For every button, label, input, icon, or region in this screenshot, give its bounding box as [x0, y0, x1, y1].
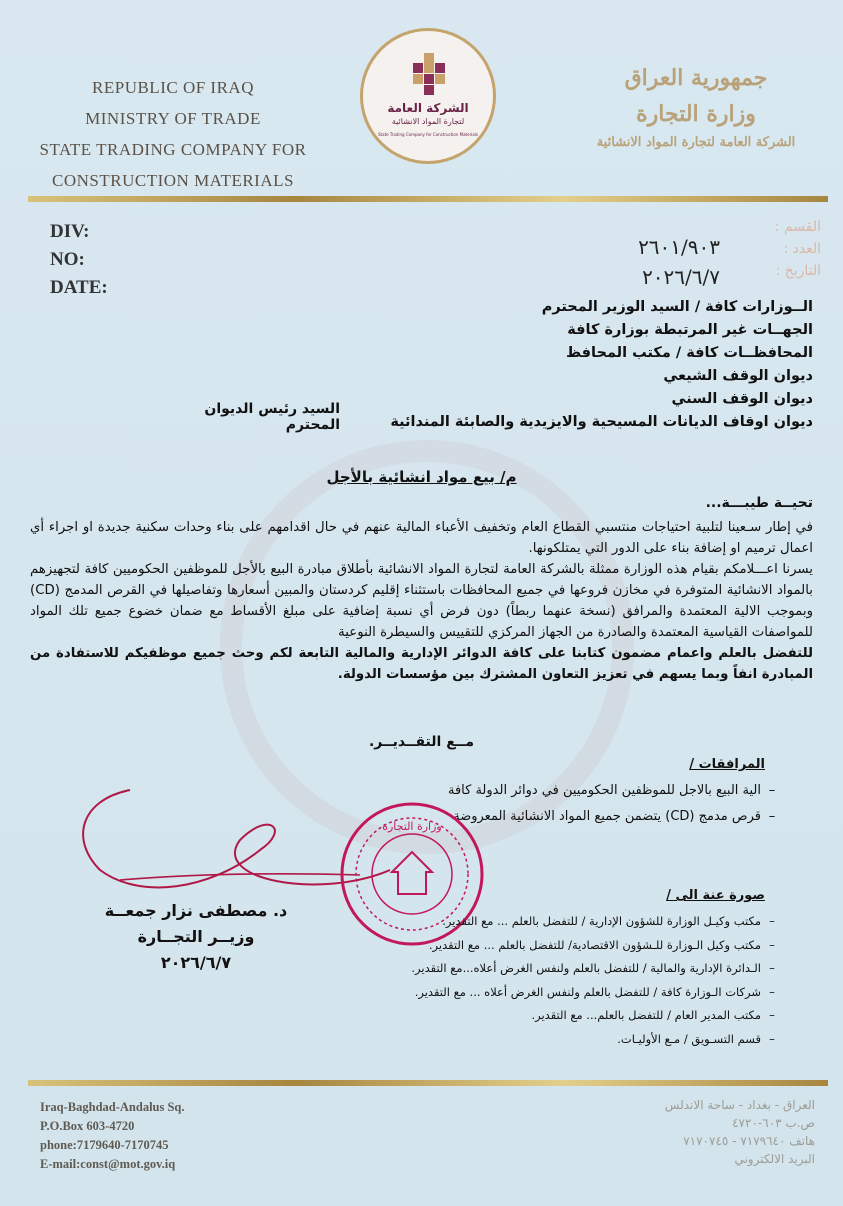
copies-title: صورة عنة الى /: [666, 888, 765, 903]
greeting: تحيــة طيبـــة...: [705, 495, 813, 511]
addressee-line: الــوزارات كافة / السيد الوزير المحترم: [541, 299, 813, 315]
letter-date: ٢٠٢٦/٦/٧: [642, 265, 720, 289]
footer-line: البريد الالكتروني: [734, 1152, 815, 1166]
subject-text: م/ بيع مواد انشائية بالأجل: [326, 468, 517, 486]
list-item: –شركات الـوزارة كافة / للتفضل بالعلم ولنفس الغرض أعلاه ... مع التقدير.: [414, 984, 775, 999]
copy-text: مكتب وكيل الـوزارة للـشؤون الاقتصادية/ للتفضل بالعلم ... مع التقدير.: [428, 937, 761, 952]
company-logo: [360, 28, 496, 164]
footer-line: هاتف ٧١٧٩٦٤٠ - ٧١٧٠٧٤٥: [683, 1134, 815, 1148]
subject-line: [0, 468, 843, 486]
no-label: NO:: [50, 249, 85, 270]
attachment-text: الية البيع بالاجل للموظفين الحكوميين في دوائر الدولة كافة: [448, 783, 761, 798]
stamp-text: وزارة التجارة: [382, 820, 442, 833]
header-english: [28, 72, 318, 196]
ref-ar-label: التاريخ :: [775, 263, 821, 279]
header-divider: [28, 196, 828, 202]
header-en-line: MINISTRY OF TRADE: [85, 109, 261, 128]
copy-text: مكتب المدير العام / للتفضل بالعلم... مع التقدير.: [531, 1008, 761, 1022]
addressee-line: ديوان اوقاف الديانات المسيحية والايزيدية والصابئة المندائية: [390, 414, 813, 430]
footer-line: P.O.Box 603-4720: [40, 1119, 135, 1133]
addressee-line: الجهــات غير المرتبطة بوزارة كافة: [567, 322, 813, 338]
footer-divider: [28, 1080, 828, 1086]
logo-subtitle: لتجارة المواد الانشائية: [391, 117, 465, 126]
letter-number: ٢٦٠١/٩٠٣: [638, 235, 720, 259]
signatory-date: ٢٠٢٦/٦/٧: [160, 953, 232, 972]
footer-arabic: [615, 1096, 815, 1168]
addressee-title: السيد رئيس الديوان المحترم: [204, 401, 340, 433]
reference-labels-arabic: [775, 216, 821, 282]
copy-text: الـدائرة الإدارية والمالية / للتفضل بالعلم ولنفس الغرض أعلاه...مع التقدير.: [411, 961, 761, 975]
header-arabic: [571, 60, 821, 154]
header-ar-line: وزارة التجارة: [636, 101, 756, 127]
copy-text: قسم التسـويق / مـع الأوليـات.: [617, 1031, 761, 1046]
copies-list: [143, 910, 783, 1051]
list-item: –مكتب وكيـل الوزارة للشؤون الإدارية / للتفضل بالعلم ... مع التقدير.: [442, 914, 775, 928]
logo-english: State Trading Company for Construction Materials: [378, 132, 478, 137]
list-item: –الية البيع بالاجل للموظفين الحكوميين في دوائر الدولة كافة: [448, 783, 776, 798]
list-item: –قسم التسـويق / مـع الأوليـات.: [617, 1031, 775, 1046]
footer-english: [40, 1098, 185, 1174]
list-item: –مكتب المدير العام / للتفضل بالعلم... مع التقدير.: [531, 1008, 775, 1022]
copy-text: مكتب وكيـل الوزارة للشؤون الإدارية / للتفضل بالعلم ... مع التقدير.: [442, 914, 761, 928]
copy-text: شركات الـوزارة كافة / للتفضل بالعلم ولنفس الغرض أعلاه ... مع التقدير.: [414, 984, 761, 999]
footer-line: phone:7179640-7170745: [40, 1138, 169, 1152]
logo-title: الشركة العامة: [387, 101, 469, 115]
attachments-title: المرافقات /: [689, 757, 765, 772]
list-item: –مكتب وكيل الـوزارة للـشؤون الاقتصادية/ للتفضل بالعلم ... مع التقدير.: [428, 937, 775, 952]
header-en-line: REPUBLIC OF IRAQ: [92, 78, 254, 97]
body-paragraph: يسرنا اعـــلامكم بقيام هذه الوزارة ممثلة بالشركة العامة لتجارة المواد الانشائية بأطلاق مبادرة البيع بالأجل للموظفين الحكوميين كافة لتجهيزهم بالمواد الانشائية المتوفرة في مخازن فروعها في جميع المحافظات باستثناء إقليم كردستان والمبين أسعارها وتفاصيلها في القرص المدمج (CD) وبموجب الالية المعتمدة والمرافق (نسخة عنهما ربطاً) دون فرض أي نسبة إضافية على مبلغ الأقساط مع ضمان خضوع جميع تلك المواد للمواصفات القياسية المعتمدة والصادرة من الجهاز المركزي للتقييس والسيطرة النوعية: [30, 562, 813, 640]
logo-cube-icon: [413, 53, 445, 93]
addressee-line: ديوان الوقف السني: [671, 391, 813, 407]
addressee-line: المحافظــات كافة / مكتب المحافظ: [566, 345, 813, 361]
list-item: –قرص مدمج (CD) يتضمن جميع المواد الانشائية المعروضة: [453, 809, 776, 824]
header-en-line: STATE TRADING COMPANY FOR: [39, 140, 307, 159]
addressee-line: ديوان الوقف الشيعي: [663, 368, 813, 384]
header-en-line: CONSTRUCTION MATERIALS: [52, 171, 294, 190]
list-item: –الـدائرة الإدارية والمالية / للتفضل بالعلم ولنفس الغرض أعلاه...مع التقدير.: [411, 961, 775, 975]
footer-line: ص.ب ٦٠٣-٤٧٢٠: [732, 1116, 815, 1130]
ref-ar-label: القسم :: [774, 219, 821, 235]
header-ar-line: الشركة العامة لتجارة المواد الانشائية: [596, 135, 796, 150]
closing: مــع التقــديــر.: [368, 734, 475, 750]
signatory-title: وزيــر التجــارة: [137, 927, 255, 946]
footer-line: Iraq-Baghdad-Andalus Sq.: [40, 1100, 185, 1114]
div-label: DIV:: [50, 221, 90, 242]
signatory-name: د. مصطفى نزار جمعــة: [104, 901, 288, 920]
reference-labels: [50, 218, 108, 302]
footer-line: E-mail:const@mot.gov.iq: [40, 1157, 176, 1171]
header-ar-line: جمهورية العراق: [624, 65, 768, 91]
body-paragraph: للتفضل بالعلم واعمام مضمون كتابنا على كافة الدوائر الإدارية والمالية التابعة لكم وحث جميع موظفيكم للاستفادة من المبادرة انفاً وبما يسهم في تعزيز التعاون المشترك بين مؤسسات الدولة.: [30, 646, 813, 682]
attachment-text: قرص مدمج (CD) يتضمن جميع المواد الانشائية المعروضة: [453, 809, 761, 824]
date-label: DATE:: [50, 277, 108, 298]
letter-body: [30, 517, 813, 685]
body-paragraph: في إطار سـعينا لتلبية احتياجات منتسبي القطاع العام وتخفيف الأعباء المالية عنهم في حال اقدامهم على بناء وحدات سكنية جديدة او اجراء أي اعمال ترميم او إضافة بناء على الدور التي يمتلكونها.: [30, 520, 813, 556]
footer-line: العراق - بغداد - ساحة الاندلس: [664, 1098, 815, 1112]
ref-ar-label: العدد :: [783, 241, 821, 257]
reference-values: [540, 232, 720, 292]
